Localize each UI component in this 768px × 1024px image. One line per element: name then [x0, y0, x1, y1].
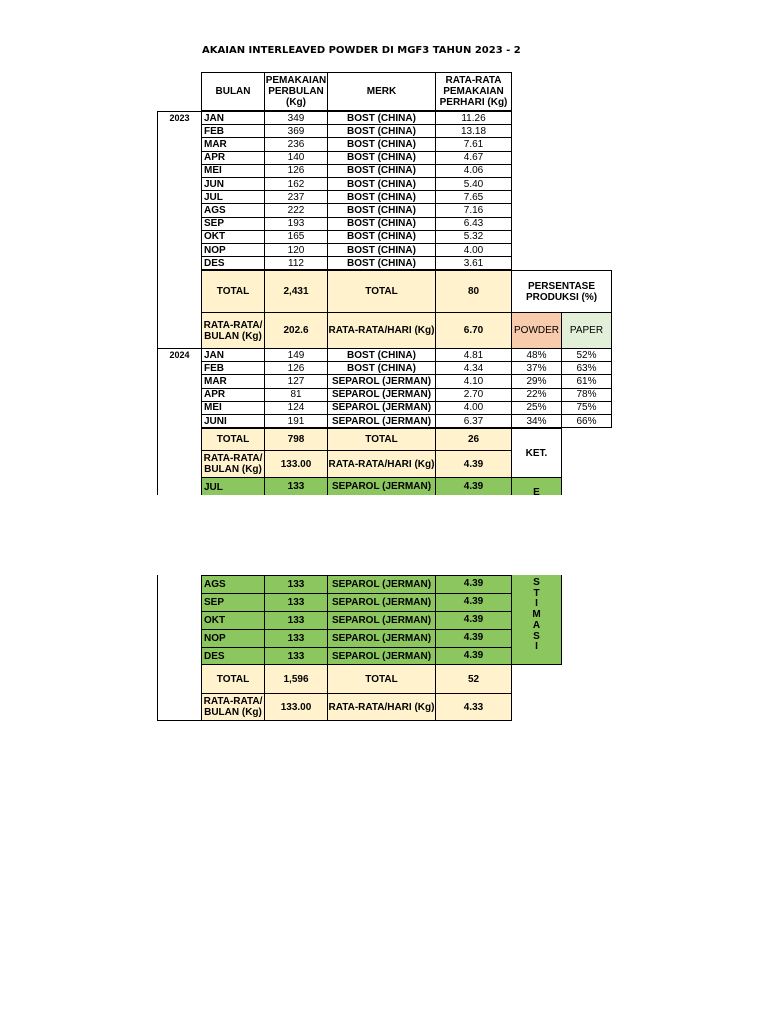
daily-avg-cell: 11.26 — [435, 111, 512, 125]
month-cell: JUN — [201, 177, 265, 191]
usage-cell: 165 — [264, 230, 328, 244]
total-value: 1,596 — [264, 664, 328, 694]
total-label: TOTAL — [327, 270, 436, 313]
month-cell: MEI — [201, 164, 265, 178]
brand-cell: BOST (CHINA) — [327, 230, 436, 244]
brand-cell: BOST (CHINA) — [327, 111, 436, 125]
year-divider — [157, 111, 202, 112]
brand-cell: BOST (CHINA) — [327, 348, 436, 362]
brand-cell: SEPAROL (JERMAN) — [327, 611, 436, 630]
paper-percent-cell: 52% — [561, 348, 612, 362]
usage-cell: 81 — [264, 388, 328, 402]
estimasi-letter: I — [535, 598, 538, 610]
powder-percent-cell: 37% — [511, 361, 562, 375]
total-daily-value: 52 — [435, 664, 512, 694]
month-cell: AGS — [201, 575, 265, 594]
usage-cell: 133 — [264, 477, 328, 495]
daily-avg-cell: 7.65 — [435, 190, 512, 204]
daily-avg-cell: 3.61 — [435, 256, 512, 270]
year-label-2023: 2023 — [169, 113, 190, 123]
month-cell: JUL — [201, 190, 265, 204]
daily-avg-cell: 4.39 — [435, 611, 512, 630]
brand-cell: BOST (CHINA) — [327, 361, 436, 375]
avg-month-label: RATA-RATA/ BULAN (Kg) — [201, 693, 265, 721]
estimasi-label-bottom — [511, 575, 562, 665]
usage-cell: 133 — [264, 575, 328, 594]
month-cell: APR — [201, 151, 265, 165]
month-cell: MEI — [201, 401, 265, 415]
usage-cell: 369 — [264, 124, 328, 138]
total-daily-value: 26 — [435, 428, 512, 451]
daily-avg-cell: 4.39 — [435, 477, 512, 495]
estimasi-letter: S — [533, 630, 540, 642]
estimasi-letter: E — [533, 487, 540, 495]
avg-month-value: 133.00 — [264, 450, 328, 478]
month-cell: JAN — [201, 348, 265, 362]
usage-cell: 349 — [264, 111, 328, 125]
avg-month-value: 133.00 — [264, 693, 328, 721]
usage-cell: 149 — [264, 348, 328, 362]
header-rata-rata: RATA-RATA PEMAKAIAN PERHARI (Kg) — [435, 72, 512, 111]
usage-cell: 127 — [264, 374, 328, 388]
month-cell: DES — [201, 256, 265, 270]
avg-month-label: RATA-RATA/ BULAN (Kg) — [201, 312, 265, 349]
brand-cell: BOST (CHINA) — [327, 190, 436, 204]
brand-cell: BOST (CHINA) — [327, 137, 436, 151]
brand-cell: SEPAROL (JERMAN) — [327, 647, 436, 666]
brand-cell: SEPAROL (JERMAN) — [327, 575, 436, 594]
brand-cell: SEPAROL (JERMAN) — [327, 629, 436, 648]
avg-day-value: 4.39 — [435, 450, 512, 478]
avg-month-label: RATA-RATA/ BULAN (Kg) — [201, 450, 265, 478]
paper-header: PAPER — [561, 312, 612, 349]
month-cell: MAR — [201, 374, 265, 388]
total-value: 798 — [264, 428, 328, 451]
month-cell: NOP — [201, 243, 265, 257]
paper-percent-cell: 78% — [561, 388, 612, 402]
powder-header: POWDER — [511, 312, 562, 349]
month-cell: NOP — [201, 629, 265, 648]
daily-avg-cell: 4.39 — [435, 629, 512, 648]
daily-avg-cell: 7.16 — [435, 203, 512, 217]
usage-cell: 120 — [264, 243, 328, 257]
estimasi-letter: T — [533, 587, 540, 599]
brand-cell: BOST (CHINA) — [327, 164, 436, 178]
avg-day-label: RATA-RATA/HARI (Kg) — [327, 693, 436, 721]
brand-cell: SEPAROL (JERMAN) — [327, 374, 436, 388]
month-cell: JUNI — [201, 414, 265, 428]
powder-percent-cell: 29% — [511, 374, 562, 388]
daily-avg-cell: 4.39 — [435, 593, 512, 612]
usage-cell: 222 — [264, 203, 328, 217]
year-divider — [157, 348, 202, 349]
brand-cell: BOST (CHINA) — [327, 177, 436, 191]
avg-day-label: RATA-RATA/HARI (Kg) — [327, 312, 436, 349]
persentase-header: PERSENTASE PRODUKSI (%) — [511, 270, 612, 313]
total-label: TOTAL — [201, 270, 265, 313]
daily-avg-cell: 2.70 — [435, 388, 512, 402]
powder-percent-cell: 25% — [511, 401, 562, 415]
brand-cell: BOST (CHINA) — [327, 124, 436, 138]
usage-cell: 162 — [264, 177, 328, 191]
brand-cell: SEPAROL (JERMAN) — [327, 401, 436, 415]
paper-percent-cell: 75% — [561, 401, 612, 415]
usage-cell: 126 — [264, 164, 328, 178]
month-cell: OKT — [201, 611, 265, 630]
daily-avg-cell: 5.32 — [435, 230, 512, 244]
daily-avg-cell: 4.81 — [435, 348, 512, 362]
month-cell: MAR — [201, 137, 265, 151]
daily-avg-cell: 4.10 — [435, 374, 512, 388]
powder-percent-cell: 34% — [511, 414, 562, 428]
avg-day-value: 6.70 — [435, 312, 512, 349]
header-merk: MERK — [327, 72, 436, 111]
brand-cell: BOST (CHINA) — [327, 203, 436, 217]
month-cell: FEB — [201, 124, 265, 138]
month-cell: APR — [201, 388, 265, 402]
daily-avg-cell: 5.40 — [435, 177, 512, 191]
usage-cell: 237 — [264, 190, 328, 204]
brand-cell: SEPAROL (JERMAN) — [327, 414, 436, 428]
month-cell: FEB — [201, 361, 265, 375]
header-bulan: BULAN — [201, 72, 265, 111]
brand-cell: BOST (CHINA) — [327, 217, 436, 231]
total-label: TOTAL — [327, 664, 436, 694]
daily-avg-cell: 13.18 — [435, 124, 512, 138]
usage-cell: 133 — [264, 593, 328, 612]
total-value: 2,431 — [264, 270, 328, 313]
brand-cell: BOST (CHINA) — [327, 151, 436, 165]
brand-cell: BOST (CHINA) — [327, 256, 436, 270]
avg-day-label: RATA-RATA/HARI (Kg) — [327, 450, 436, 478]
powder-percent-cell: 48% — [511, 348, 562, 362]
month-cell: JAN — [201, 111, 265, 125]
paper-percent-cell: 63% — [561, 361, 612, 375]
month-cell: JUL — [201, 477, 265, 495]
estimasi-label-top — [511, 477, 562, 495]
daily-avg-cell: 4.00 — [435, 401, 512, 415]
page-title: AKAIAN INTERLEAVED POWDER DI MGF3 TAHUN 2023 - 2 — [202, 45, 521, 56]
usage-cell: 133 — [264, 647, 328, 666]
brand-cell: SEPAROL (JERMAN) — [327, 477, 436, 495]
daily-avg-cell: 4.34 — [435, 361, 512, 375]
month-cell: DES — [201, 647, 265, 666]
estimasi-letter: I — [535, 641, 538, 653]
year-column-border — [157, 575, 158, 721]
daily-avg-cell: 6.43 — [435, 217, 512, 231]
month-cell: SEP — [201, 593, 265, 612]
year-label-2024: 2024 — [169, 350, 190, 360]
estimasi-letter: A — [532, 619, 541, 631]
total-label: TOTAL — [201, 428, 265, 451]
brand-cell: BOST (CHINA) — [327, 243, 436, 257]
avg-month-value: 202.6 — [264, 312, 328, 349]
year-divider — [157, 720, 202, 721]
usage-cell: 140 — [264, 151, 328, 165]
month-cell: SEP — [201, 217, 265, 231]
estimasi-letter: S — [533, 577, 540, 588]
brand-cell: SEPAROL (JERMAN) — [327, 388, 436, 402]
year-column-border — [157, 111, 158, 495]
ket-label: KET. — [511, 428, 562, 478]
usage-cell: 193 — [264, 217, 328, 231]
avg-day-value: 4.33 — [435, 693, 512, 721]
usage-cell: 191 — [264, 414, 328, 428]
usage-cell: 124 — [264, 401, 328, 415]
paper-percent-cell: 61% — [561, 374, 612, 388]
daily-avg-cell: 4.00 — [435, 243, 512, 257]
paper-percent-cell: 66% — [561, 414, 612, 428]
daily-avg-cell: 4.39 — [435, 647, 512, 666]
daily-avg-cell: 4.67 — [435, 151, 512, 165]
total-daily-value: 80 — [435, 270, 512, 313]
estimasi-letter: M — [532, 609, 541, 621]
total-label: TOTAL — [201, 664, 265, 694]
month-cell: OKT — [201, 230, 265, 244]
usage-cell: 126 — [264, 361, 328, 375]
brand-cell: SEPAROL (JERMAN) — [327, 593, 436, 612]
month-cell: AGS — [201, 203, 265, 217]
powder-percent-cell: 22% — [511, 388, 562, 402]
header-pemakaian: PEMAKAIAN PERBULAN (Kg) — [264, 72, 328, 111]
usage-cell: 112 — [264, 256, 328, 270]
usage-cell: 236 — [264, 137, 328, 151]
usage-cell: 133 — [264, 629, 328, 648]
daily-avg-cell: 4.39 — [435, 575, 512, 594]
total-label: TOTAL — [327, 428, 436, 451]
daily-avg-cell: 6.37 — [435, 414, 512, 428]
daily-avg-cell: 7.61 — [435, 137, 512, 151]
usage-cell: 133 — [264, 611, 328, 630]
daily-avg-cell: 4.06 — [435, 164, 512, 178]
